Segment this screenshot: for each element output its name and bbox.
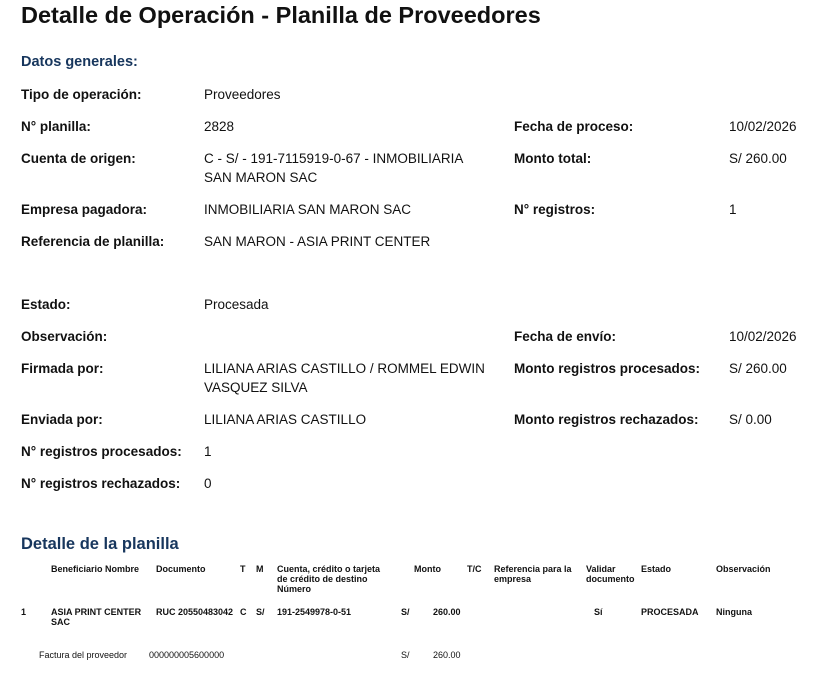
label-enviada-por: Enviada por:	[21, 412, 103, 427]
header-monto: Monto	[414, 564, 441, 574]
label-monto-rechazados: Monto registros rechazados:	[514, 412, 699, 427]
header-estado: Estado	[641, 564, 672, 574]
factura-label: Factura del proveedor	[39, 650, 128, 660]
header-documento: Documento	[156, 564, 206, 574]
row-documento: RUC 20550483042	[156, 607, 234, 617]
page-title: Detalle de Operación - Planilla de Proveedores	[21, 2, 541, 28]
label-tipo-operacion: Tipo de operación:	[21, 87, 142, 102]
value-registros-procesados: 1	[204, 444, 212, 459]
value-tipo-operacion: Proveedores	[204, 87, 281, 102]
factura-numero: 000000005600000	[149, 650, 225, 660]
row-t: C	[240, 607, 247, 617]
header-cuenta-line3: Número	[277, 584, 312, 594]
row-beneficiario-line1: ASIA PRINT CENTER	[51, 607, 142, 617]
row-m: S/	[256, 607, 265, 617]
header-t: T	[240, 564, 246, 574]
label-referencia-planilla: Referencia de planilla:	[21, 234, 165, 249]
label-cuenta-origen: Cuenta de origen:	[21, 151, 136, 166]
header-referencia-line2: empresa	[494, 574, 532, 584]
row-observacion: Ninguna	[716, 607, 752, 617]
label-fecha-envio: Fecha de envío:	[514, 329, 617, 344]
value-monto-procesados: S/ 260.00	[729, 361, 787, 376]
value-referencia-planilla: SAN MARON - ASIA PRINT CENTER	[204, 234, 431, 249]
label-fecha-proceso: Fecha de proceso:	[514, 119, 634, 134]
value-fecha-envio: 10/02/2026	[729, 329, 797, 344]
value-monto-total: S/ 260.00	[729, 151, 787, 166]
value-enviada-por: LILIANA ARIAS CASTILLO	[204, 412, 367, 427]
header-beneficiario: Beneficiario Nombre	[51, 564, 140, 574]
value-cuenta-origen-line1: C - S/ - 191-7115919-0-67 - INMOBILIARIA	[204, 151, 464, 166]
factura-monto: 260.00	[433, 650, 461, 660]
header-m: M	[256, 564, 264, 574]
row-monto: 260.00	[433, 607, 461, 617]
value-cuenta-origen-line2: SAN MARON SAC	[204, 170, 318, 185]
label-empresa-pagadora: Empresa pagadora:	[21, 202, 148, 217]
value-planilla: 2828	[204, 119, 235, 134]
value-estado: Procesada	[204, 297, 269, 312]
header-validar-line2: documento	[586, 574, 635, 584]
value-registros-rechazados: 0	[204, 476, 212, 491]
header-cuenta-line1: Cuenta, crédito o tarjeta	[277, 564, 381, 574]
label-registros-procesados: N° registros procesados:	[21, 444, 182, 459]
row-cuenta: 191-2549978-0-51	[277, 607, 352, 617]
label-monto-total: Monto total:	[514, 151, 592, 166]
label-monto-procesados: Monto registros procesados:	[514, 361, 701, 376]
value-empresa-pagadora: INMOBILIARIA SAN MARON SAC	[204, 202, 412, 217]
label-num-registros: N° registros:	[514, 202, 596, 217]
header-referencia-line1: Referencia para la	[494, 564, 572, 574]
row-estado: PROCESADA	[641, 607, 699, 617]
row-moneda: S/	[401, 607, 410, 617]
value-firmada-por-line2: VASQUEZ SILVA	[204, 380, 308, 395]
value-monto-rechazados: S/ 0.00	[729, 412, 772, 427]
label-estado: Estado:	[21, 297, 71, 312]
row-num: 1	[21, 607, 27, 617]
factura-moneda: S/	[401, 650, 410, 660]
header-cuenta-line2: de crédito de destino	[277, 574, 368, 584]
row-validar: Sí	[594, 607, 603, 617]
label-planilla: N° planilla:	[21, 119, 91, 134]
section-detalle-planilla: Detalle de la planilla	[21, 535, 179, 553]
label-firmada-por: Firmada por:	[21, 361, 104, 376]
label-registros-rechazados: N° registros rechazados:	[21, 476, 181, 491]
label-observacion: Observación:	[21, 329, 108, 344]
value-fecha-proceso: 10/02/2026	[729, 119, 797, 134]
row-beneficiario-line2: SAC	[51, 617, 71, 627]
value-firmada-por-line1: LILIANA ARIAS CASTILLO / ROMMEL EDWIN	[204, 361, 485, 376]
section-datos-generales: Datos generales:	[21, 54, 138, 70]
header-tc: T/C	[467, 564, 482, 574]
value-num-registros: 1	[729, 202, 737, 217]
header-validar-line1: Validar	[586, 564, 616, 574]
header-observacion: Observación	[716, 564, 771, 574]
